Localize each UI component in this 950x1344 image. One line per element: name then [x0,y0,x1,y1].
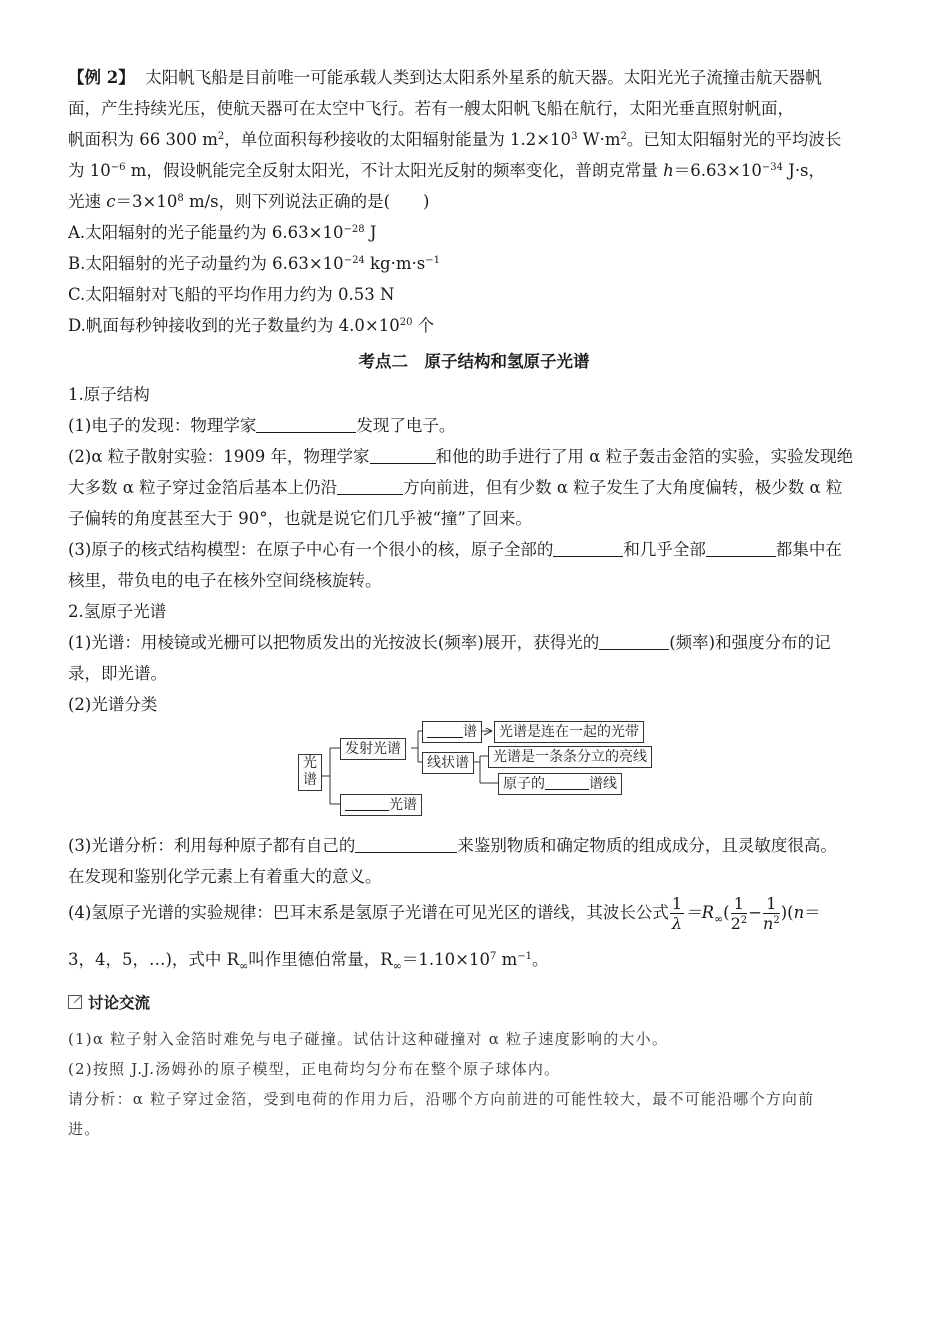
page-content [68,62,880,1144]
spectrum-p2: (2)光谱分类 [68,695,158,714]
spectrum-p4-line2: 3，4，5，…)，式中 $R_\infty$叫作里德伯常量，$R_\infty=1.10\times 10^7$ $m^{-1}$。 [68,950,549,973]
option-b: B.太阳辐射的光子动量约为 $6.63\times 10^{-24}$ $kg\cdot m\cdot s^{-1}$ [68,254,440,273]
atom-heading: 1.原子结构 [68,385,150,404]
spectrum-p4-line1: (4)氢原子光谱的实验规律：巴耳末系是氢原子光谱在可见光区的谱线，其波长公式 $\frac{1}{\lambda}$ $=R_\infty$( $\frac{1}{2^2}$ − $\frac{1}{n^2}$ )(n＝ [68,893,821,933]
spectrum-classification-diagram [68,724,880,824]
spectrum-p1-line2: 录，即光谱。 [68,664,167,683]
continuous-desc-box: 光谱是连在一起的光带 [494,721,644,743]
answer-blank[interactable] [345,796,389,811]
example-line-2: 面，产生持续光压，使航天器可在太空中飞行。若有一艘太阳帆飞船在航行，太阳光垂直照射帆面， [68,99,794,118]
discussion-q3-line2: 进。 [68,1119,101,1138]
line-desc-box: 光谱是一条条分立的亮线 [488,746,652,768]
absorption-spectrum-box: 光谱 [340,794,422,816]
atom-p2-line2: 大多数 α 粒子穿过金箔后基本上仍沿 方向前进，但有少数 α 粒子发生了大角度偏转，极少数 α 粒 [68,478,843,497]
spectrum-p3-line1: (3)光谱分析：利用每种原子都有自己的 来鉴别物质和确定物质的组成成分，且灵敏度很高。 [68,836,837,855]
example-line-3: 帆面积为 66 300 $m^2$，单位面积每秒接收的太阳辐射能量为 $1.2\times 10^3$ $W\cdot m^2$。已知太阳辐射光的平均波长 [68,130,842,149]
atom-characteristic-box: 原子的 谱线 [498,773,622,795]
discussion-q1: (1)α 粒子射入金箔时难免与电子碰撞。试估计这种碰撞对 α 粒子速度影响的大小。 [68,1029,669,1048]
answer-blank[interactable] [256,416,356,434]
answer-blank[interactable] [706,540,776,558]
answer-blank[interactable] [599,633,669,651]
fraction-1-over-nsq: $\frac{1}{n^2}$ [763,893,780,933]
example-line-1 [68,62,880,93]
spectrum-p3-line2: 在发现和鉴别化学元素上有着重大的意义。 [68,867,382,886]
emission-spectrum-box: 发射光谱 [340,738,406,760]
example-line-5: 光速 $c=3\times 10^8$ m/s，则下列说法正确的是( ) [68,192,430,211]
atom-p3-line2: 核里，带负电的电子在核外空间绕核旋转。 [68,571,382,590]
fraction-1-over-lambda: $\frac{1}{\lambda}$ [671,893,683,933]
spectrum-p1-line1: (1)光谱：用棱镜或光栅可以把物质发出的光按波长(频率)展开，获得光的 (频率)和强度分布的记 [68,633,831,652]
atom-p2-line1: (2)α 粒子散射实验：1909 年，物理学家 和他的助手进行了用 α 粒子轰击金箔的实验，实验发现绝 [68,447,854,466]
answer-blank[interactable] [337,478,403,496]
option-a: A.太阳辐射的光子能量约为 $6.63\times 10^{-28}$ J [68,223,377,242]
edit-icon [68,995,82,1009]
answer-blank[interactable] [553,540,623,558]
example-label: 【例 2】 [68,68,135,87]
discussion-q2: (2)按照 J.J.汤姆孙的原子模型，正电荷均匀分布在整个原子球体内。 [68,1059,561,1078]
option-c: C.太阳辐射对飞船的平均作用力约为 0.53 N [68,285,395,304]
option-d: D.帆面每秒钟接收到的光子数量约为 $4.0\times 10^{20}$ 个 [68,316,435,335]
answer-blank[interactable] [370,447,436,465]
continuous-spectrum-box: 谱 [422,721,482,743]
answer-blank[interactable] [427,723,463,738]
example-line-4: 为 $10^{-6}$ m，假设帆能完全反射太阳光，不计太阳光反射的频率变化，普朗克常量 $h=6.63\times 10^{-34}$ J·s， [68,161,826,180]
atom-p1: (1)电子的发现：物理学家 发现了电子。 [68,416,456,435]
atom-p2-line3: 子偏转的角度甚至大于 90°，也就是说它们几乎被“撞”了回来。 [68,509,532,528]
example-text: 太阳帆飞船是目前唯一可能承载人类到达太阳系外星系的航天器。太阳光光子流撞击航天器帆 [145,68,822,87]
answer-blank[interactable] [545,775,589,790]
answer-blank[interactable] [355,836,457,854]
fraction-1-over-2sq: $\frac{1}{2^2}$ [730,893,748,933]
line-spectrum-box: 线状谱 [422,752,474,774]
spectrum-root-box: 光谱 [298,754,322,791]
discussion-heading: 讨论交流 [68,988,880,1018]
discussion-q3-line1: 请分析：α 粒子穿过金箔，受到电荷的作用力后，沿哪个方向前进的可能性较大，最不可能沿哪个方向前 [68,1089,815,1108]
atom-p3-line1: (3)原子的核式结构模型：在原子中心有一个很小的核，原子全部的 和几乎全部 都集中在 [68,540,842,559]
spectrum-heading: 2.氢原子光谱 [68,602,167,621]
section-title: 考点二 原子结构和氢原子光谱 [358,352,590,371]
